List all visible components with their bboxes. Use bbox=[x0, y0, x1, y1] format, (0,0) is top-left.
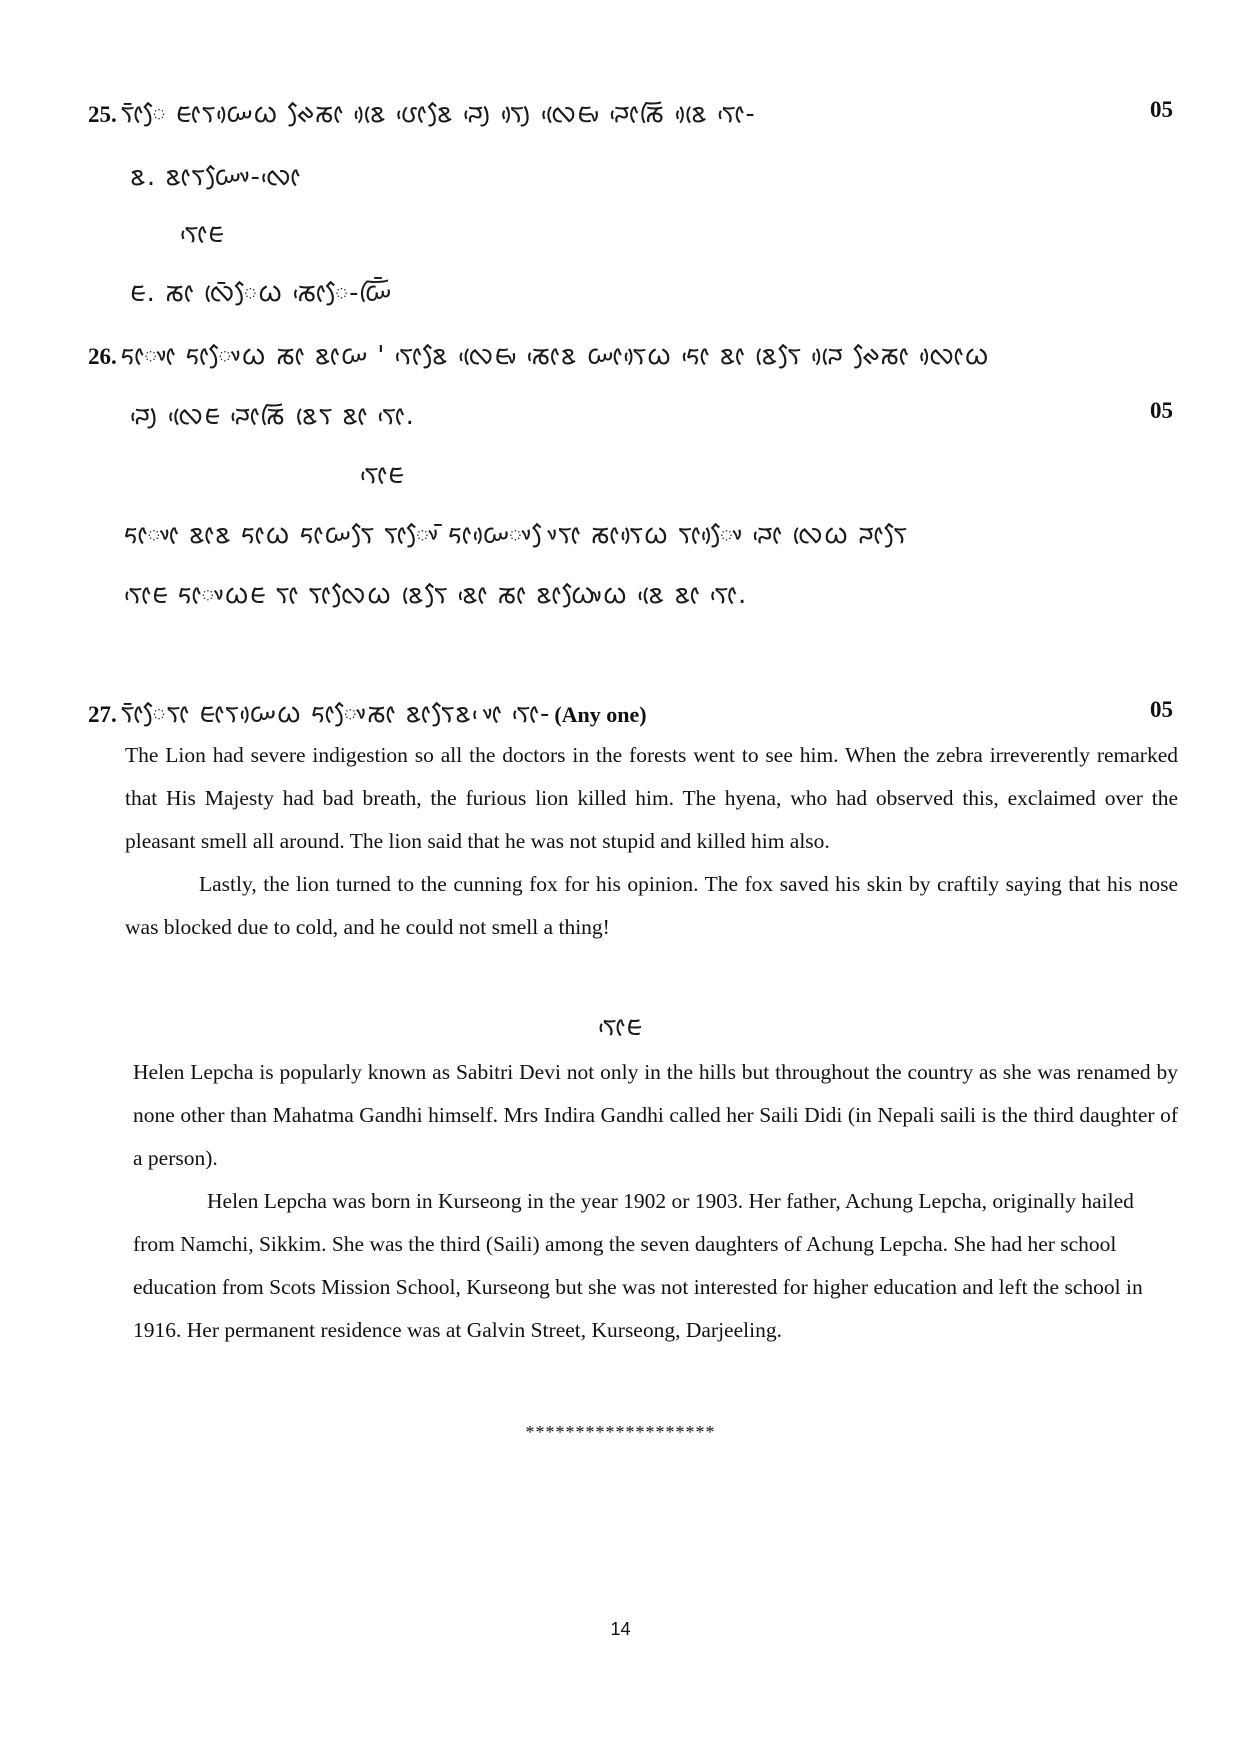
question-27 bbox=[88, 694, 647, 734]
passage-paragraph: Helen Lepcha is popularly known as Sabitri Devi not only in the hills but throughout the country as she was renamed by none other than Mahatma Gandhi himself. Mrs Indira Gandhi called her Saili Didi (in Nepali saili is the third daughter of a person). bbox=[133, 1060, 1178, 1170]
passage-2 bbox=[133, 1051, 1178, 1352]
marks-q27: 05 bbox=[1150, 697, 1173, 722]
page-number: 14 bbox=[610, 1619, 631, 1639]
question-25 bbox=[88, 94, 756, 134]
any-one-label: (Any one) bbox=[554, 702, 647, 727]
q26-text-line-2: ᰎᰪᰵ ᰜᰨᰵᰀ ᰎᰦᰵᰕᰩ ᰣᰨᰛ ᰣᰦ ᰛᰦᰵ. bbox=[130, 401, 415, 431]
question-text: ᰁᰦᰤᰦ ᰁᰦᰤᰧᰃ ᰕᰦ ᰣᰦᰠ ' ᰛᰦᰵᰣᰧ ᰜᰨᰵᰀᰤ ᰕᰦᰵᰣ ᰠᰦᰛᰴᰃ ᰁᰦᰵ ᰣᰦ ᰣᰨᰛᰧ ᰎᰨᰴ ᰊᰧᰕᰦ ᰜᰦᰴᰃ bbox=[120, 341, 990, 371]
q26-answer-line-1: ᰁᰦᰤᰦ ᰣᰦᰣ ᰁᰦᰃ ᰁᰦᰠᰛᰧ ᰛᰦᰤᰧᰳ ᰁᰦᰠᰴᰤ ᰤᰧᰛᰦ ᰕᰦᰛᰴᰃ ᰛᰦᰤᰧᰴ ᰎᰦᰵ ᰜᰨᰃ ᰎᰦᰛᰧ bbox=[124, 520, 908, 550]
passage-paragraph: Lastly, the lion turned to the cunning fox for his opinion. The fox saved his skin by craftily saying that his nose was blocked due to cold, and he could not smell a thing! bbox=[125, 872, 1178, 939]
question-text: ᰛᰦᰳᰧᰛᰦ ᰀᰦᰛᰠᰴᰃ ᰁᰦᰤᰧᰕᰦ ᰣᰦᰛᰧᰣ ᰤᰦᰵ ᰛᰦᰵ- bbox=[120, 699, 551, 729]
marks-q26: 05 bbox=[1150, 398, 1173, 423]
question-26 bbox=[88, 336, 990, 376]
q25-option-b: ᰀ. ᰕᰦ ᰜᰨᰳᰧᰃ ᰕᰦᰵᰧ-ᰠᰩᰳ bbox=[130, 278, 393, 308]
passage-1 bbox=[125, 734, 1178, 949]
q26-or: ᰛᰦᰵᰀ bbox=[360, 460, 405, 490]
q25-or: ᰛᰦᰵᰀ bbox=[180, 219, 225, 249]
passage-paragraph: Helen Lepcha was born in Kurseong in the year 1902 or 1903. Her father, Achung Lepcha, originally hailed from Namchi, Sikkim. She was the third (Saili) among the seven daughters of Achung Lepcha. She had her school education from Scots Mission School, Kurseong but she was not interested for higher education and left the school in 1916. Her permanent residence was at Galvin Street, Kurseong, Darjeeling. bbox=[133, 1189, 1143, 1342]
passage-paragraph: The Lion had severe indigestion so all the doctors in the forests went to see him. When the zebra irreverently remarked that His Majesty had bad breath, the furious lion killed him. The hyena, who had observed this, exclaimed over the pleasant smell all around. The lion said that he was not stupid and killed him also. bbox=[125, 743, 1178, 853]
question-number: 27. bbox=[88, 702, 117, 727]
q27-or: ᰛᰦᰵᰀ bbox=[598, 1012, 643, 1042]
question-text: ᰛᰦᰳᰧ ᰀᰦᰛᰠᰴᰃ ᰊᰧᰕᰦ ᰣᰨᰴ ᰂᰦᰵᰣᰧ ᰎᰪᰵ ᰛᰪᰴ ᰜᰨᰵᰀᰤ ᰎᰦᰵᰕᰩ ᰣᰨᰴ ᰛᰦᰵ- bbox=[120, 99, 756, 129]
question-number: 26. bbox=[88, 344, 117, 369]
q25-option-a: ᰣ. ᰣᰦᰛᰠᰤᰧ-ᰜᰦᰵ bbox=[130, 162, 302, 192]
question-number: 25. bbox=[88, 102, 117, 127]
end-divider: ******************* bbox=[525, 1422, 716, 1442]
marks-q25: 05 bbox=[1150, 97, 1173, 122]
q26-answer-line-2: ᰛᰦᰵᰀ ᰁᰦᰤᰃᰀ ᰛᰦ ᰛᰦᰜᰧᰃ ᰣᰨᰛᰧ ᰣᰦᰵ ᰕᰦ ᰣᰦᰃᰤᰧᰃ ᰣᰨᰵ ᰣᰦ ᰛᰦᰵ. bbox=[124, 580, 748, 610]
